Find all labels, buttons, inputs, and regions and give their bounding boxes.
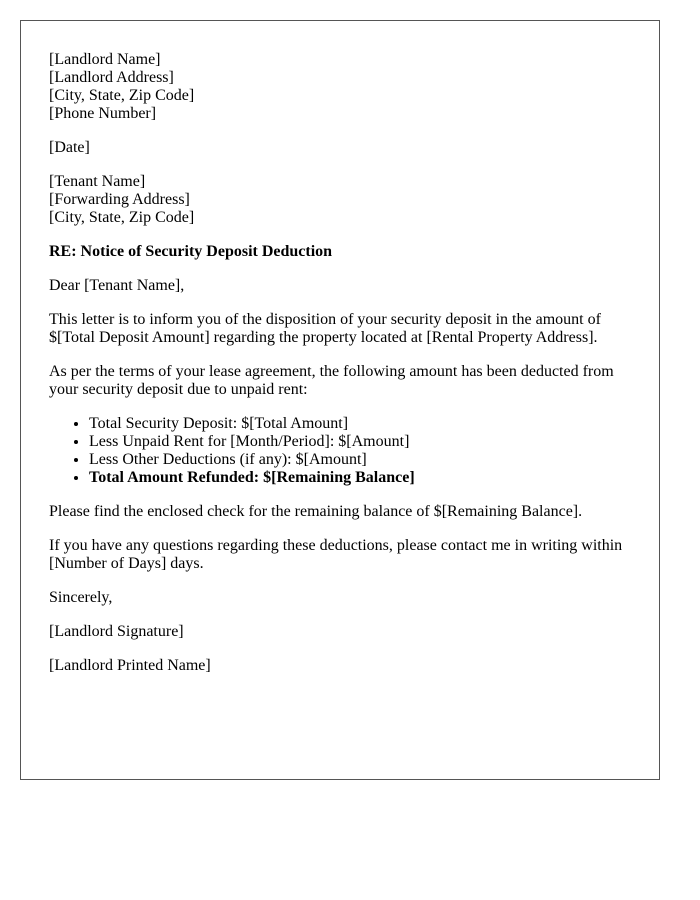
deduction-item-unpaid-rent: • Less Unpaid Rent for [Month/Period]: $[Amount] (89, 433, 631, 451)
salutation: Dear [Tenant Name], (49, 277, 185, 294)
paragraph-questions (49, 537, 631, 573)
landlord-phone: [Phone Number] (49, 105, 157, 122)
landlord-name: [Landlord Name] (49, 51, 161, 68)
paragraph-disposition (49, 311, 631, 347)
landlord-address: [Landlord Address] (49, 69, 174, 86)
deductions-list (49, 415, 631, 487)
tenant-city-state-zip: [City, State, Zip Code] (49, 209, 195, 226)
paragraph-deduction-intro-line-1: As per the terms of your lease agreement, the following amount has been deducted from (49, 363, 614, 380)
deduction-item-total-deposit: • Total Security Deposit: $[Total Amount] (89, 415, 631, 433)
paragraph-disposition-line-2: $[Total Deposit Amount] regarding the property located at [Rental Property Address]. (49, 329, 598, 346)
letter-date: [Date] (49, 139, 90, 156)
landlord-printed-name: [Landlord Printed Name] (49, 657, 211, 674)
letter-page (20, 20, 660, 780)
paragraph-deduction-intro (49, 363, 631, 399)
paragraph-disposition-line-1: This letter is to inform you of the disposition of your security deposit in the amount of (49, 311, 601, 328)
subject-line: RE: Notice of Security Deposit Deduction (49, 243, 333, 260)
tenant-address-block (49, 173, 631, 227)
deduction-item-total-refunded: • Total Amount Refunded: $[Remaining Balance] (89, 469, 631, 487)
paragraph-questions-line-2: [Number of Days] days. (49, 555, 204, 572)
landlord-address-block (49, 51, 631, 123)
paragraph-deduction-intro-line-2: your security deposit due to unpaid rent: (49, 381, 308, 398)
tenant-forwarding-address: [Forwarding Address] (49, 191, 190, 208)
landlord-city-state-zip: [City, State, Zip Code] (49, 87, 195, 104)
landlord-signature: [Landlord Signature] (49, 623, 184, 640)
tenant-name: [Tenant Name] (49, 173, 146, 190)
paragraph-questions-line-1: If you have any questions regarding these deductions, please contact me in writing within (49, 537, 623, 554)
paragraph-enclosed-check: Please find the enclosed check for the remaining balance of $[Remaining Balance]. (49, 503, 583, 520)
deduction-item-other: • Less Other Deductions (if any): $[Amount] (89, 451, 631, 469)
closing: Sincerely, (49, 589, 113, 606)
